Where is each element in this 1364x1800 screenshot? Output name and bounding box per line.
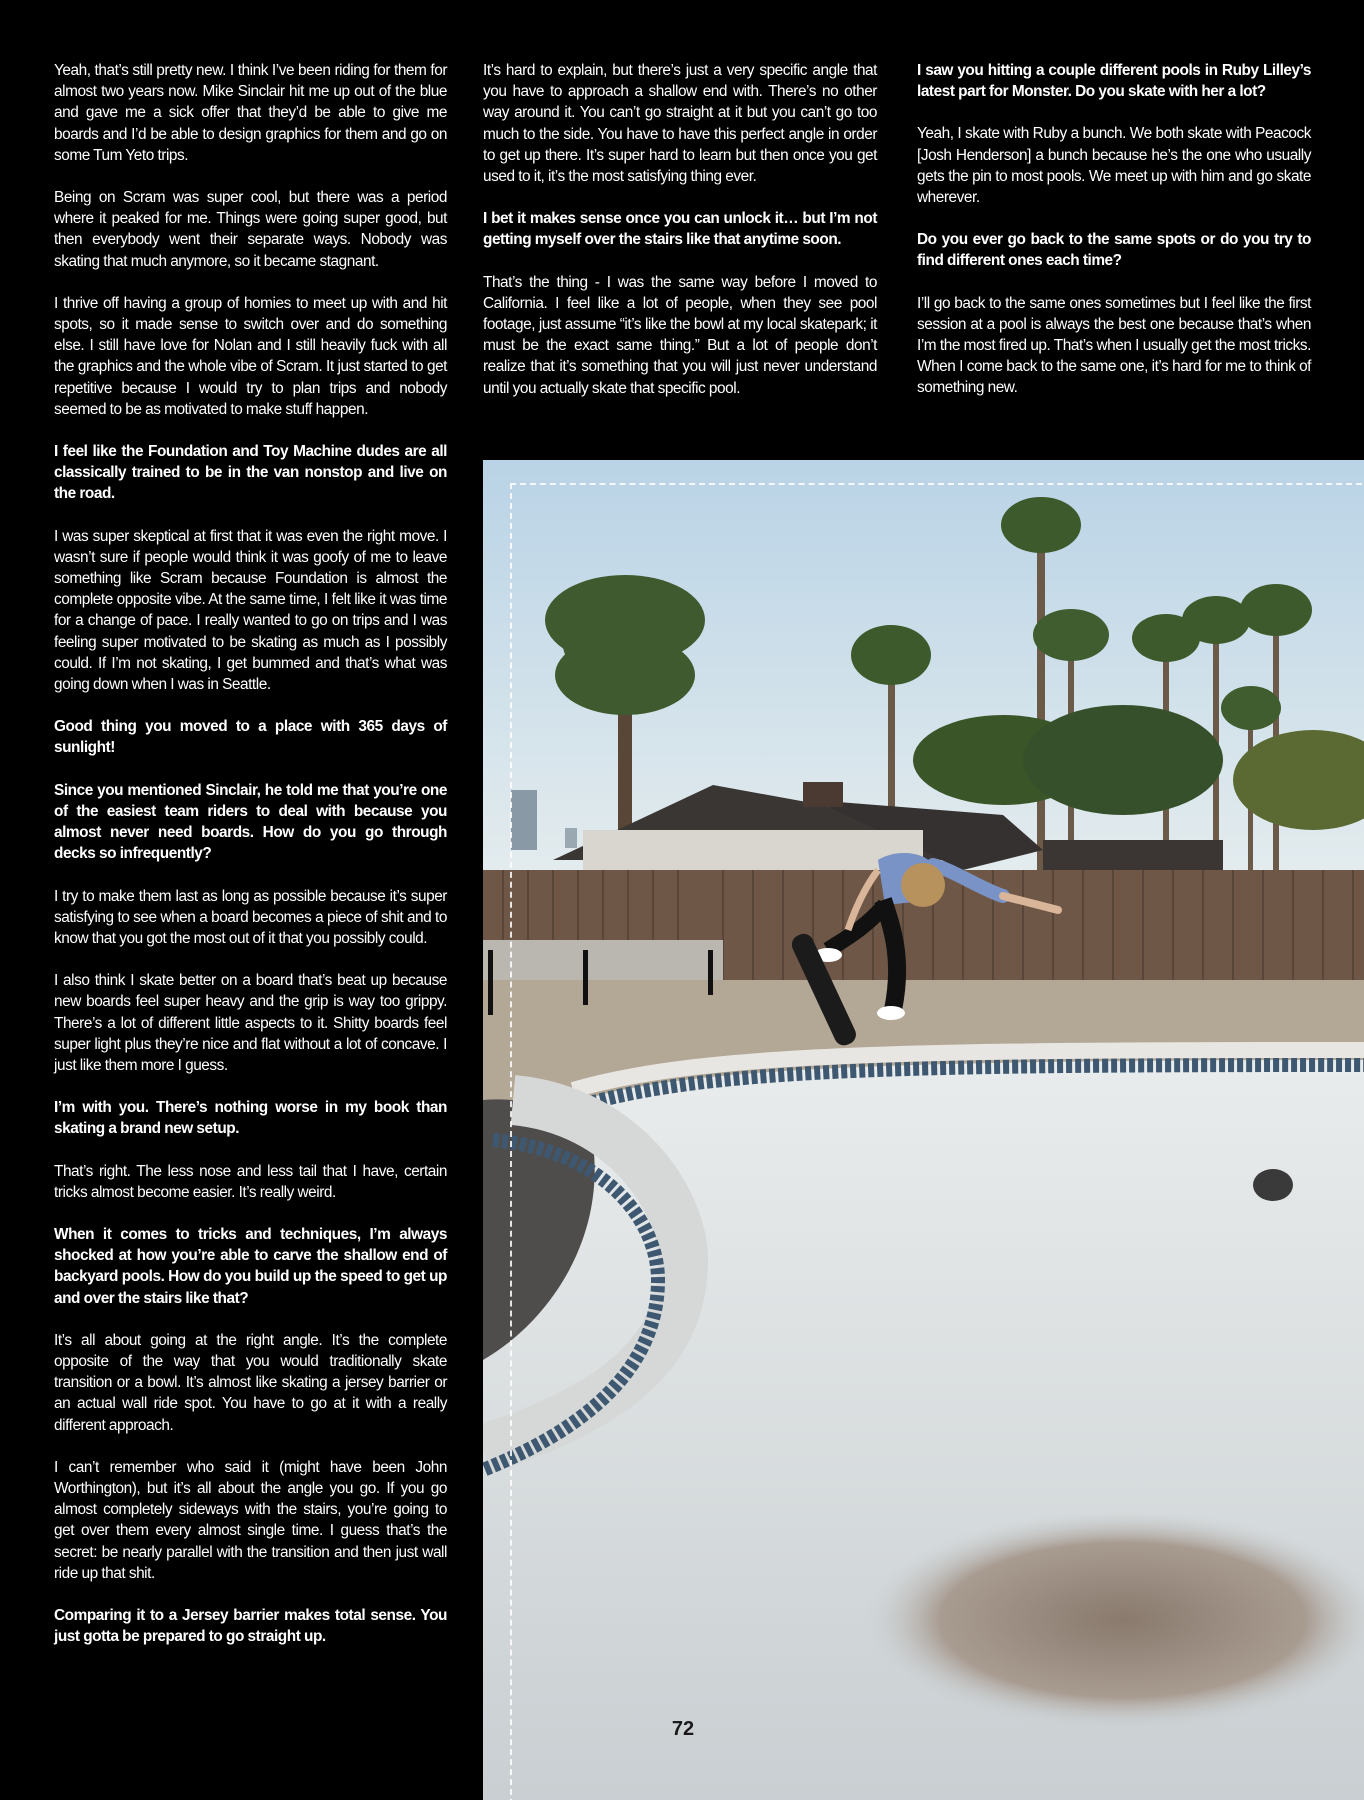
interview-question: Do you ever go back to the same spots or do you try to find different ones each time? <box>917 231 1311 270</box>
interview-question: Comparing it to a Jersey barrier makes total sense. You just gotta be prepared to go straight up. <box>54 1606 447 1646</box>
interview-answer: It’s all about going at the right angle. It’s the complete opposite of the way that you would traditionally skate transition or a bowl. It’s almost like skating a jersey barrier or an actual wall ride spot. You have to go at it with a really different approach. <box>54 1331 447 1434</box>
interview-column-2 <box>483 60 877 420</box>
interview-answer: Being on Scram was super cool, but there was a period where it peaked for me. Things were going super good, but then everybody went their separate ways. Nobody was skating that much anymore, so it became stagnant. <box>54 189 447 270</box>
distant-building <box>565 828 577 848</box>
interview-question: Since you mentioned Sinclair, he told me that you’re one of the easiest team riders to deal with because you almost never need boards. How do you go through decks so infrequently? <box>54 781 447 863</box>
distant-building <box>511 790 537 850</box>
interview-answer: I also think I skate better on a board that’s beat up because new boards feel super heavy and the grip is way too grippy. There’s a lot of different little aspects to it. Shitty boards feel super light plus they’re nice and flat without a lot of concave. I just like them more I guess. <box>54 972 447 1074</box>
skate-photo <box>483 460 1364 1800</box>
interview-answer: I’ll go back to the same ones sometimes but I feel like the first session at a pool is always the best one because that’s when I’m the most fired up. That’s when I usually get the most tricks. When I come back to the same one, it’s hard for me to think of something new. <box>917 294 1311 397</box>
interview-question: Good thing you moved to a place with 365 days of sunlight! <box>54 718 447 757</box>
interview-column-1 <box>54 60 447 1668</box>
interview-question: When it comes to tricks and techniques, I’m always shocked at how you’re able to carve the shallow end of backyard pools. How do you build up the speed to get up and over the stairs like that? <box>54 1225 447 1307</box>
interview-answer: Yeah, I skate with Ruby a bunch. We both skate with Peacock [Josh Henderson] a bunch because he’s the one who usually gets the pin to most pools. We meet up with him and go skate wherever. <box>917 125 1311 207</box>
block-wall <box>483 940 723 985</box>
pool-stain <box>863 1510 1364 1730</box>
interview-answer: I try to make them last as long as possible because it’s super satisfying to see when a board becomes a piece of shit and to know that you got the most out of it that you possibly could. <box>54 887 447 947</box>
interview-answer: That’s right. The less nose and less tail that I have, certain tricks almost become easier. It’s really weird. <box>54 1162 447 1201</box>
interview-answer: I thrive off having a group of homies to meet up with and hit spots, so it made sense to switch over and do something else. I still have love for Nolan and I still heavily fuck with all the graphics and the whole vibe of Scram. It just started to get repetitive because I would try to plan trips and nobody seemed to be as motivated to make stuff happen. <box>54 294 447 418</box>
interview-answer: I can’t remember who said it (might have been John Worthington), but it’s all about the angle you go. If you go almost completely sideways with the stairs, you’re going to get over them every almost single time. I guess that’s the secret: be nearly parallel with the transition and then just wall ride up that shit. <box>54 1458 447 1582</box>
pool-drain <box>1253 1169 1293 1201</box>
interview-question: I bet it makes sense once you can unlock it… but I’m not getting myself over the stairs like that anytime soon. <box>483 210 877 249</box>
interview-answer: It’s hard to explain, but there’s just a very specific angle that you have to approach a shallow end with. There’s no other way around it. You can’t go straight at it but you can’t go too much to the side. You have to have this perfect angle in order to get up there. It’s super hard to learn but then once you get used to it, it’s the most satisfying thing ever. <box>483 62 877 186</box>
interview-question: I saw you hitting a couple different pools in Ruby Lilley’s latest part for Monster. Do you skate with her a lot? <box>917 62 1311 101</box>
interview-answer: Yeah, that’s still pretty new. I think I’ve been riding for them for almost two years now. Mike Sinclair hit me up out of the blue and gave me a sick offer that they’d be able to give me boards and I’d be able to design graphics for them and go on some Tum Yeto trips. <box>54 62 447 164</box>
interview-question: I feel like the Foundation and Toy Machine dudes are all classically trained to be in the van nonstop and live on the road. <box>54 443 447 503</box>
interview-answer: That’s the thing - I was the same way before I moved to California. I feel like a lot of people, when they see pool footage, just assume “it’s like the bowl at my local skatepark; it must be the exact same thing.” But a lot of people don’t realize that it’s something that you will just never understand until you actually skate that specific pool. <box>483 273 877 397</box>
interview-question: I’m with you. There’s nothing worse in my book than skating a brand new setup. <box>54 1099 447 1138</box>
interview-answer: I was super skeptical at first that it was even the right move. I wasn’t sure if people would think it was goofy of me to leave something like Scram because Foundation is almost the complete opposite vibe. At the same time, I felt like it was time for a change of pace. I really wanted to go on trips and I was feeling super motivated to be skating as much as I possibly could. If I’m not skating, I get bummed and that’s what was going down when I was in Seattle. <box>54 527 447 694</box>
page-number: 72 <box>671 1718 695 1740</box>
interview-column-3 <box>917 60 1311 420</box>
